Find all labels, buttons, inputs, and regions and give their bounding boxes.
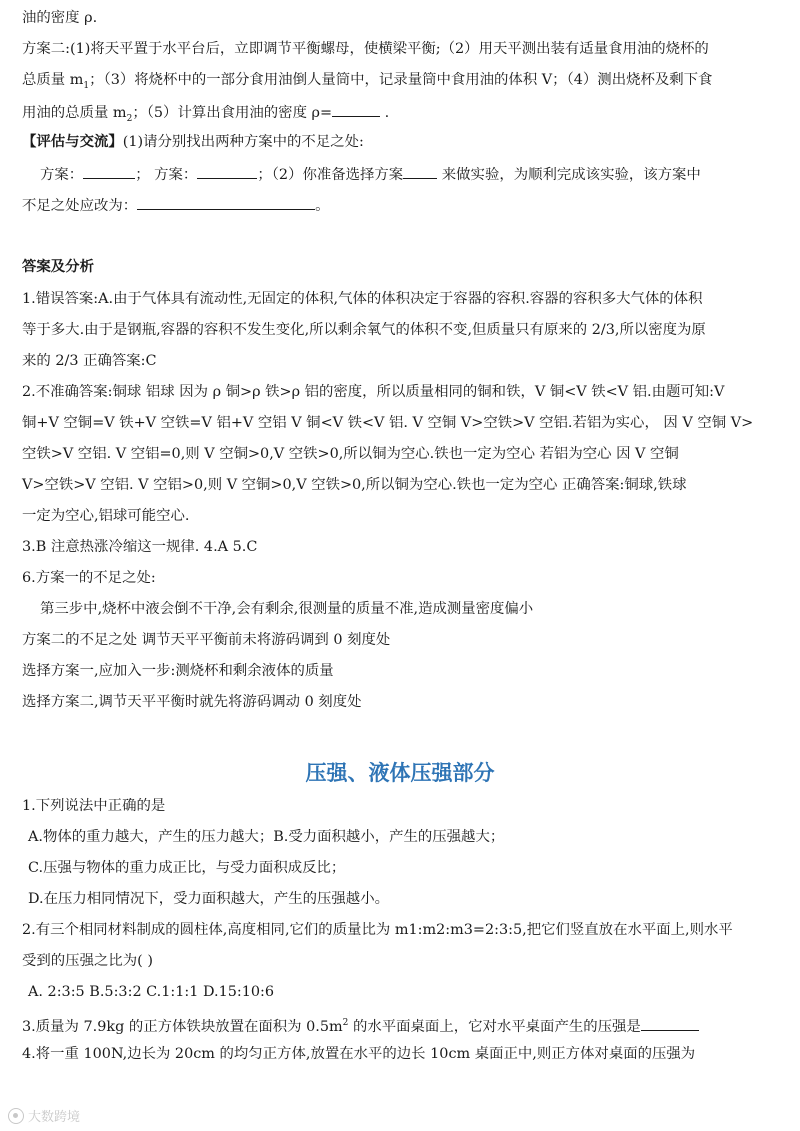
text-line: 空铁>V 空铝. V 空铝=0,则 V 空铜>0,V 空铁>0,所以铜为空心.铁也一定为空心 若铝为空心 因 V 空铜 xyxy=(22,446,679,462)
section-title: 压强、液体压强部分 xyxy=(305,761,495,785)
answer-blank xyxy=(641,1016,699,1031)
answer-blank xyxy=(332,102,380,117)
text-line: 2.有三个相同材料制成的圆柱体,高度相同,它们的质量比为 m1:m2:m3=2:3:5,把它们竖直放在水平面上,则水平 xyxy=(22,922,733,938)
text-line: 用油的总质量 $m_2$；（5）计算出食用油的密度 ρ= . xyxy=(22,102,786,128)
answer-blank xyxy=(83,164,135,179)
text-line: 选择方案一,应加入一步:测烧杯和剩余液体的质量 xyxy=(22,663,334,679)
text-line: 第三步中,烧杯中液会倒不干净,会有剩余,很测量的质量不准,造成测量密度偏小 xyxy=(40,601,534,617)
text-line: 等于多大.由于是钢瓶,容器的容积不发生变化,所以剩余氧气的体积不变,但质量只有原来的 2/3,所以密度为原 xyxy=(22,322,706,338)
text-line: 6.方案一的不足之处: xyxy=(22,570,156,586)
text-line: 2.不准确答案:铜球 铝球 因为 ρ 铜>ρ 铁>ρ 铝的密度，所以质量相同的铜和铁，V 铜<V 铁<V 铝.由题可知:V xyxy=(22,384,725,400)
text-line: 选择方案二,调节天平平衡时就先将游码调动 0 刻度处 xyxy=(22,694,362,710)
text-line: 【评估与交流】(1)请分别找出两种方案中的不足之处: xyxy=(22,133,364,150)
answer-blank xyxy=(197,164,257,179)
text-line: 不足之处应改为： 。 xyxy=(22,195,786,215)
text-line: 方案： ； 方案： ；（2）你准备选择方案 来做实验，为顺利完成该实验，该方案中 xyxy=(40,164,786,184)
text-line: 来的 2/3 正确答案:C xyxy=(22,353,157,369)
answers-title: 答案及分析 xyxy=(22,259,94,275)
text-line: 受到的压强之比为( ) xyxy=(22,953,153,969)
watermark-logo-icon xyxy=(8,1108,24,1124)
text-line: A.物体的重力越大，产生的压力越大；B.受力面积越小，产生的压强越大； xyxy=(28,829,505,845)
text-line: 4.将一重 100N,边长为 20cm 的均匀正方体,放置在水平的边长 10cm 桌面正中,则正方体对桌面的压强为 xyxy=(22,1046,696,1062)
watermark xyxy=(8,1106,80,1125)
text-line: C.压强与物体的重力成正比，与受力面积成反比； xyxy=(28,860,346,876)
text-line: 总质量 $m_1$；（3）将烧杯中的一部分食用油倒人量筒中，记录量筒中食用油的体积 V；（4）测出烧杯及剩下食 xyxy=(22,72,713,91)
text-line: 方案二:(1)将天平置于水平台后，立即调节平衡螺母，使横梁平衡;（2）用天平测出装有适量食用油的烧杯的 xyxy=(22,41,709,57)
text-line: 3.B 注意热涨冷缩这一规律. 4.A 5.C xyxy=(22,539,258,555)
text-line: 1.下列说法中正确的是 xyxy=(22,798,166,814)
text-line: V>空铁>V 空铝. V 空铝>0,则 V 空铜>0,V 空铁>0,所以铜为空心.铁也一定为空心 正确答案:铜球,铁球 xyxy=(22,477,687,493)
watermark-text: 大数跨境 xyxy=(28,1110,81,1125)
text-line: 油的密度 ρ. xyxy=(22,10,98,26)
text-line: 一定为空心,铝球可能空心. xyxy=(22,508,190,524)
text-line: 1.错误答案:A.由于气体具有流动性,无固定的体积,气体的体积决定于容器的容积.容器的容积多大气体的体积 xyxy=(22,291,703,307)
text-line: 3.质量为 7.9kg 的正方体铁块放置在面积为 $0.5m^2$ 的水平面桌面上，它对水平桌面产生的压强是 xyxy=(22,1014,786,1036)
text-line: D.在压力相同情况下，受力面积越大，产生的压强越小。 xyxy=(28,891,389,907)
text-line: A. 2:3:5 B.5:3:2 C.1:1:1 D.15:10:6 xyxy=(28,984,275,1000)
text-line: 方案二的不足之处 调节天平平衡前未将游码调到 0 刻度处 xyxy=(22,632,391,648)
answer-blank xyxy=(403,164,437,179)
text-line: 铜+V 空铜=V 铁+V 空铁=V 铝+V 空铝 V 铜<V 铁<V 铝. V 空铜 V>空铁>V 空铝.若铝为实心， 因 V 空铜 V> xyxy=(22,415,754,431)
answer-blank xyxy=(137,195,315,210)
